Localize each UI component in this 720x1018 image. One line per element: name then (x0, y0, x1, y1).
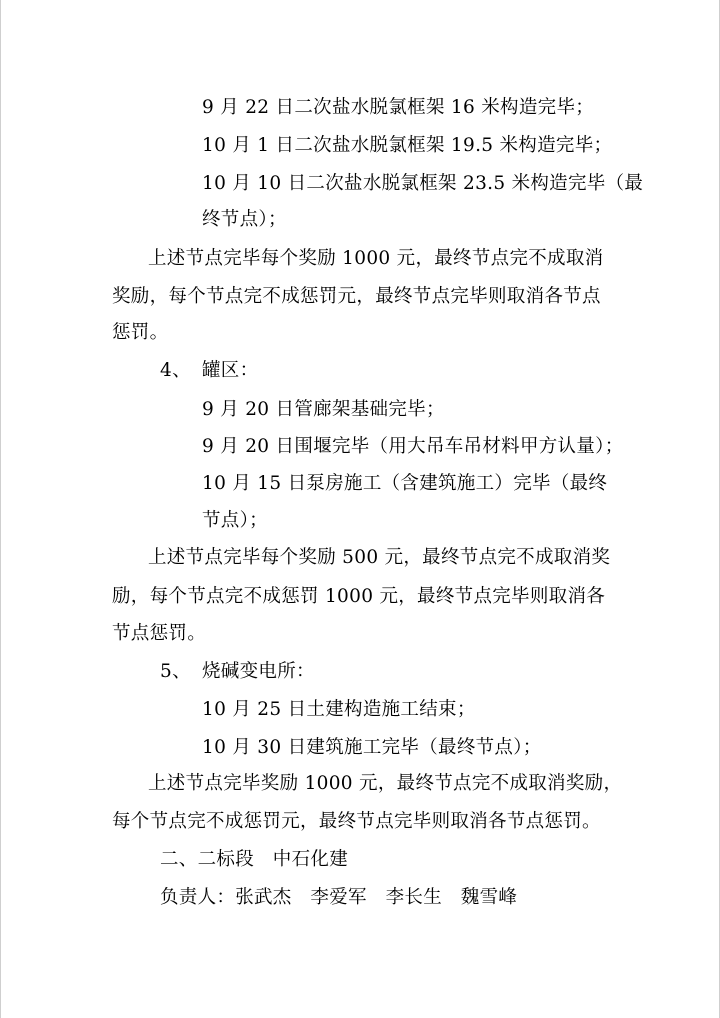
schedule-line: 节点）； (202, 510, 268, 531)
schedule-line: 9 月 20 日围堰完毕（用大吊车吊材料甲方认量）； (202, 436, 624, 457)
reward-paragraph-line: 励，每个节点完不成惩罚 1000 元，最终节点完毕则取消各 (112, 586, 606, 607)
schedule-line: 10 月 10 日二次盐水脱氯框架 23.5 米构造完毕（最 (202, 173, 644, 194)
reward-paragraph-line: 上述节点完毕奖励 1000 元，最终节点完不成取消奖励， (148, 773, 623, 794)
schedule-line: 10 月 15 日泵房施工（含建筑施工）完毕（最终 (202, 473, 608, 494)
reward-paragraph-line: 节点惩罚。 (112, 623, 207, 644)
reward-paragraph-line: 奖励，每个节点完不成惩罚元，最终节点完毕则取消各节点 (112, 286, 601, 307)
item-label: 烧碱变电所： (202, 661, 315, 682)
item-heading-5 (0, 660, 720, 684)
item-number: 5、 (160, 661, 191, 682)
schedule-line: 终节点）； (202, 209, 287, 230)
reward-paragraph-line: 每个节点完不成惩罚元，最终节点完毕则取消各节点惩罚。 (112, 811, 601, 832)
reward-paragraph-line: 上述节点完毕每个奖励 1000 元，最终节点完不成取消 (148, 248, 604, 269)
schedule-line: 10 月 25 日土建构造施工结束； (202, 699, 476, 720)
item-label: 罐区： (202, 360, 259, 381)
item-number: 4、 (160, 360, 191, 381)
section-heading: 二、二标段 中石化建 (160, 849, 349, 870)
item-heading-4 (0, 359, 720, 383)
reward-paragraph-line: 上述节点完毕每个奖励 500 元，最终节点完不成取消奖 (148, 547, 611, 568)
schedule-line: 10 月 1 日二次盐水脱氯框架 19.5 米构造完毕； (202, 135, 613, 156)
page-border-left (0, 0, 1, 1018)
schedule-line: 9 月 20 日管廊架基础完毕； (202, 399, 445, 420)
schedule-line: 9 月 22 日二次盐水脱氯框架 16 米构造完毕； (202, 97, 595, 118)
responsible-persons-line: 负责人：张武杰 李爱军 李长生 魏雪峰 (160, 887, 518, 908)
schedule-line: 10 月 30 日建筑施工完毕（最终节点）； (202, 737, 542, 758)
reward-paragraph-line: 惩罚。 (112, 322, 169, 343)
